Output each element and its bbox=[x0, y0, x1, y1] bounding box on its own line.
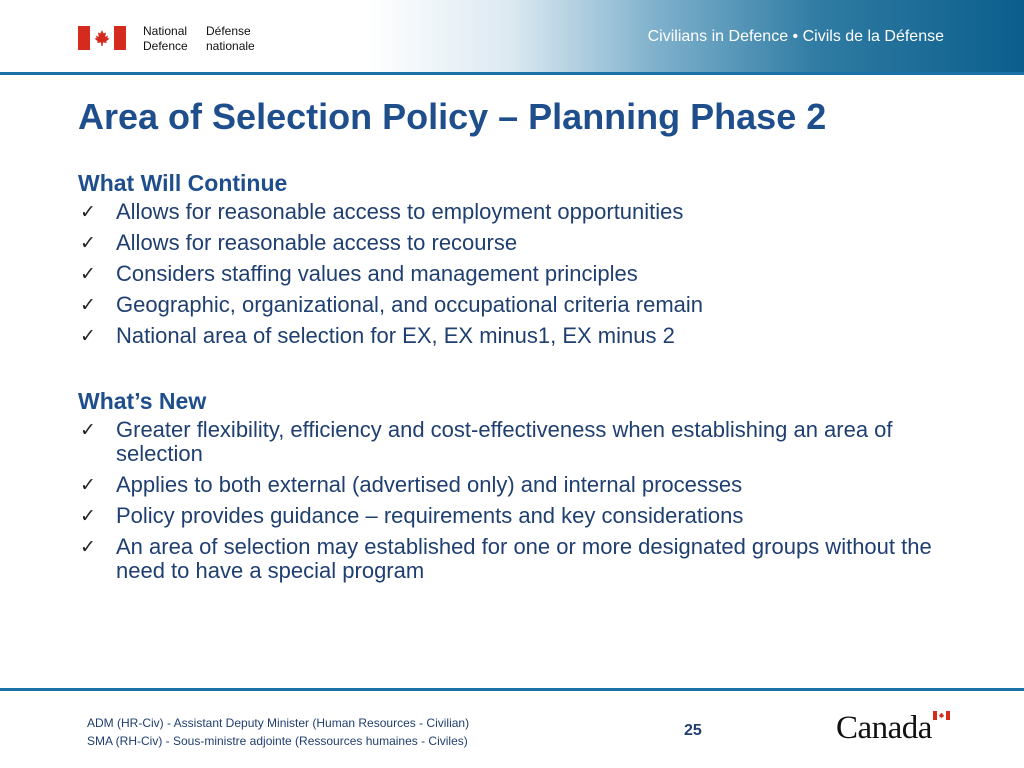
bullet-text: Allows for reasonable access to employment opportunities bbox=[116, 199, 684, 224]
checkmark-icon: ✓ bbox=[80, 263, 96, 285]
canada-flag-icon bbox=[78, 26, 126, 50]
checkmark-icon: ✓ bbox=[80, 325, 96, 347]
signature-en-line-1: National bbox=[143, 24, 188, 38]
bullet-item bbox=[78, 262, 958, 286]
bullet-item bbox=[78, 418, 958, 466]
bullet-text: National area of selection for EX, EX minus1, EX minus 2 bbox=[116, 323, 675, 348]
checkmark-icon: ✓ bbox=[80, 201, 96, 223]
bullet-item bbox=[78, 293, 958, 317]
page-number: 25 bbox=[684, 722, 702, 739]
bullet-item bbox=[78, 231, 958, 255]
bullet-item bbox=[78, 200, 958, 224]
footer-credits bbox=[87, 714, 469, 750]
footer-divider bbox=[0, 688, 1024, 691]
bullet-list bbox=[78, 418, 958, 583]
bullet-text: Geographic, organizational, and occupational criteria remain bbox=[116, 292, 704, 317]
wordmark-text: Canada bbox=[836, 710, 932, 746]
bullet-text: An area of selection may established for one or more designated groups without the need to have a special program bbox=[116, 534, 932, 583]
footer-line-french: SMA (RH-Civ) - Sous-ministre adjointe (Ressources humaines - Civiles) bbox=[87, 734, 468, 748]
signature-en-line-2: Defence bbox=[143, 39, 188, 53]
slide-title: Area of Selection Policy – Planning Phase 2 bbox=[78, 96, 827, 137]
bullet-text: Greater flexibility, efficiency and cost-effectiveness when establishing an area of selection bbox=[116, 417, 893, 466]
bullet-text: Allows for reasonable access to recourse bbox=[116, 230, 518, 255]
signature-french bbox=[206, 24, 255, 54]
wordmark-flag-icon bbox=[933, 711, 950, 720]
checkmark-icon: ✓ bbox=[80, 505, 96, 527]
bullet-item bbox=[78, 324, 958, 348]
bullet-text: Policy provides guidance – requirements and key considerations bbox=[116, 503, 744, 528]
canada-wordmark bbox=[836, 710, 950, 746]
bullet-item bbox=[78, 535, 958, 583]
bullet-text: Considers staffing values and management principles bbox=[116, 261, 638, 286]
signature-fr-line-2: nationale bbox=[206, 39, 255, 53]
checkmark-icon: ✓ bbox=[80, 536, 96, 558]
checkmark-icon: ✓ bbox=[80, 474, 96, 496]
header-tagline: Civilians in Defence • Civils de la Défense bbox=[647, 28, 944, 45]
bullet-list bbox=[78, 200, 958, 348]
header-divider bbox=[0, 72, 1024, 75]
checkmark-icon: ✓ bbox=[80, 294, 96, 316]
bullet-item bbox=[78, 473, 958, 497]
bullet-item bbox=[78, 504, 958, 528]
bullet-text: Applies to both external (advertised only) and internal processes bbox=[116, 472, 743, 497]
signature-english bbox=[143, 24, 188, 54]
section-heading: What Will Continue bbox=[78, 170, 288, 196]
checkmark-icon: ✓ bbox=[80, 419, 96, 441]
section-heading: What’s New bbox=[78, 388, 207, 414]
checkmark-icon: ✓ bbox=[80, 232, 96, 254]
section-whats-new bbox=[78, 386, 958, 590]
footer-line-english: ADM (HR-Civ) - Assistant Deputy Minister (Human Resources - Civilian) bbox=[87, 716, 470, 730]
signature-fr-line-1: Défense bbox=[206, 24, 251, 38]
section-what-will-continue bbox=[78, 168, 958, 355]
header-banner bbox=[0, 0, 1024, 72]
